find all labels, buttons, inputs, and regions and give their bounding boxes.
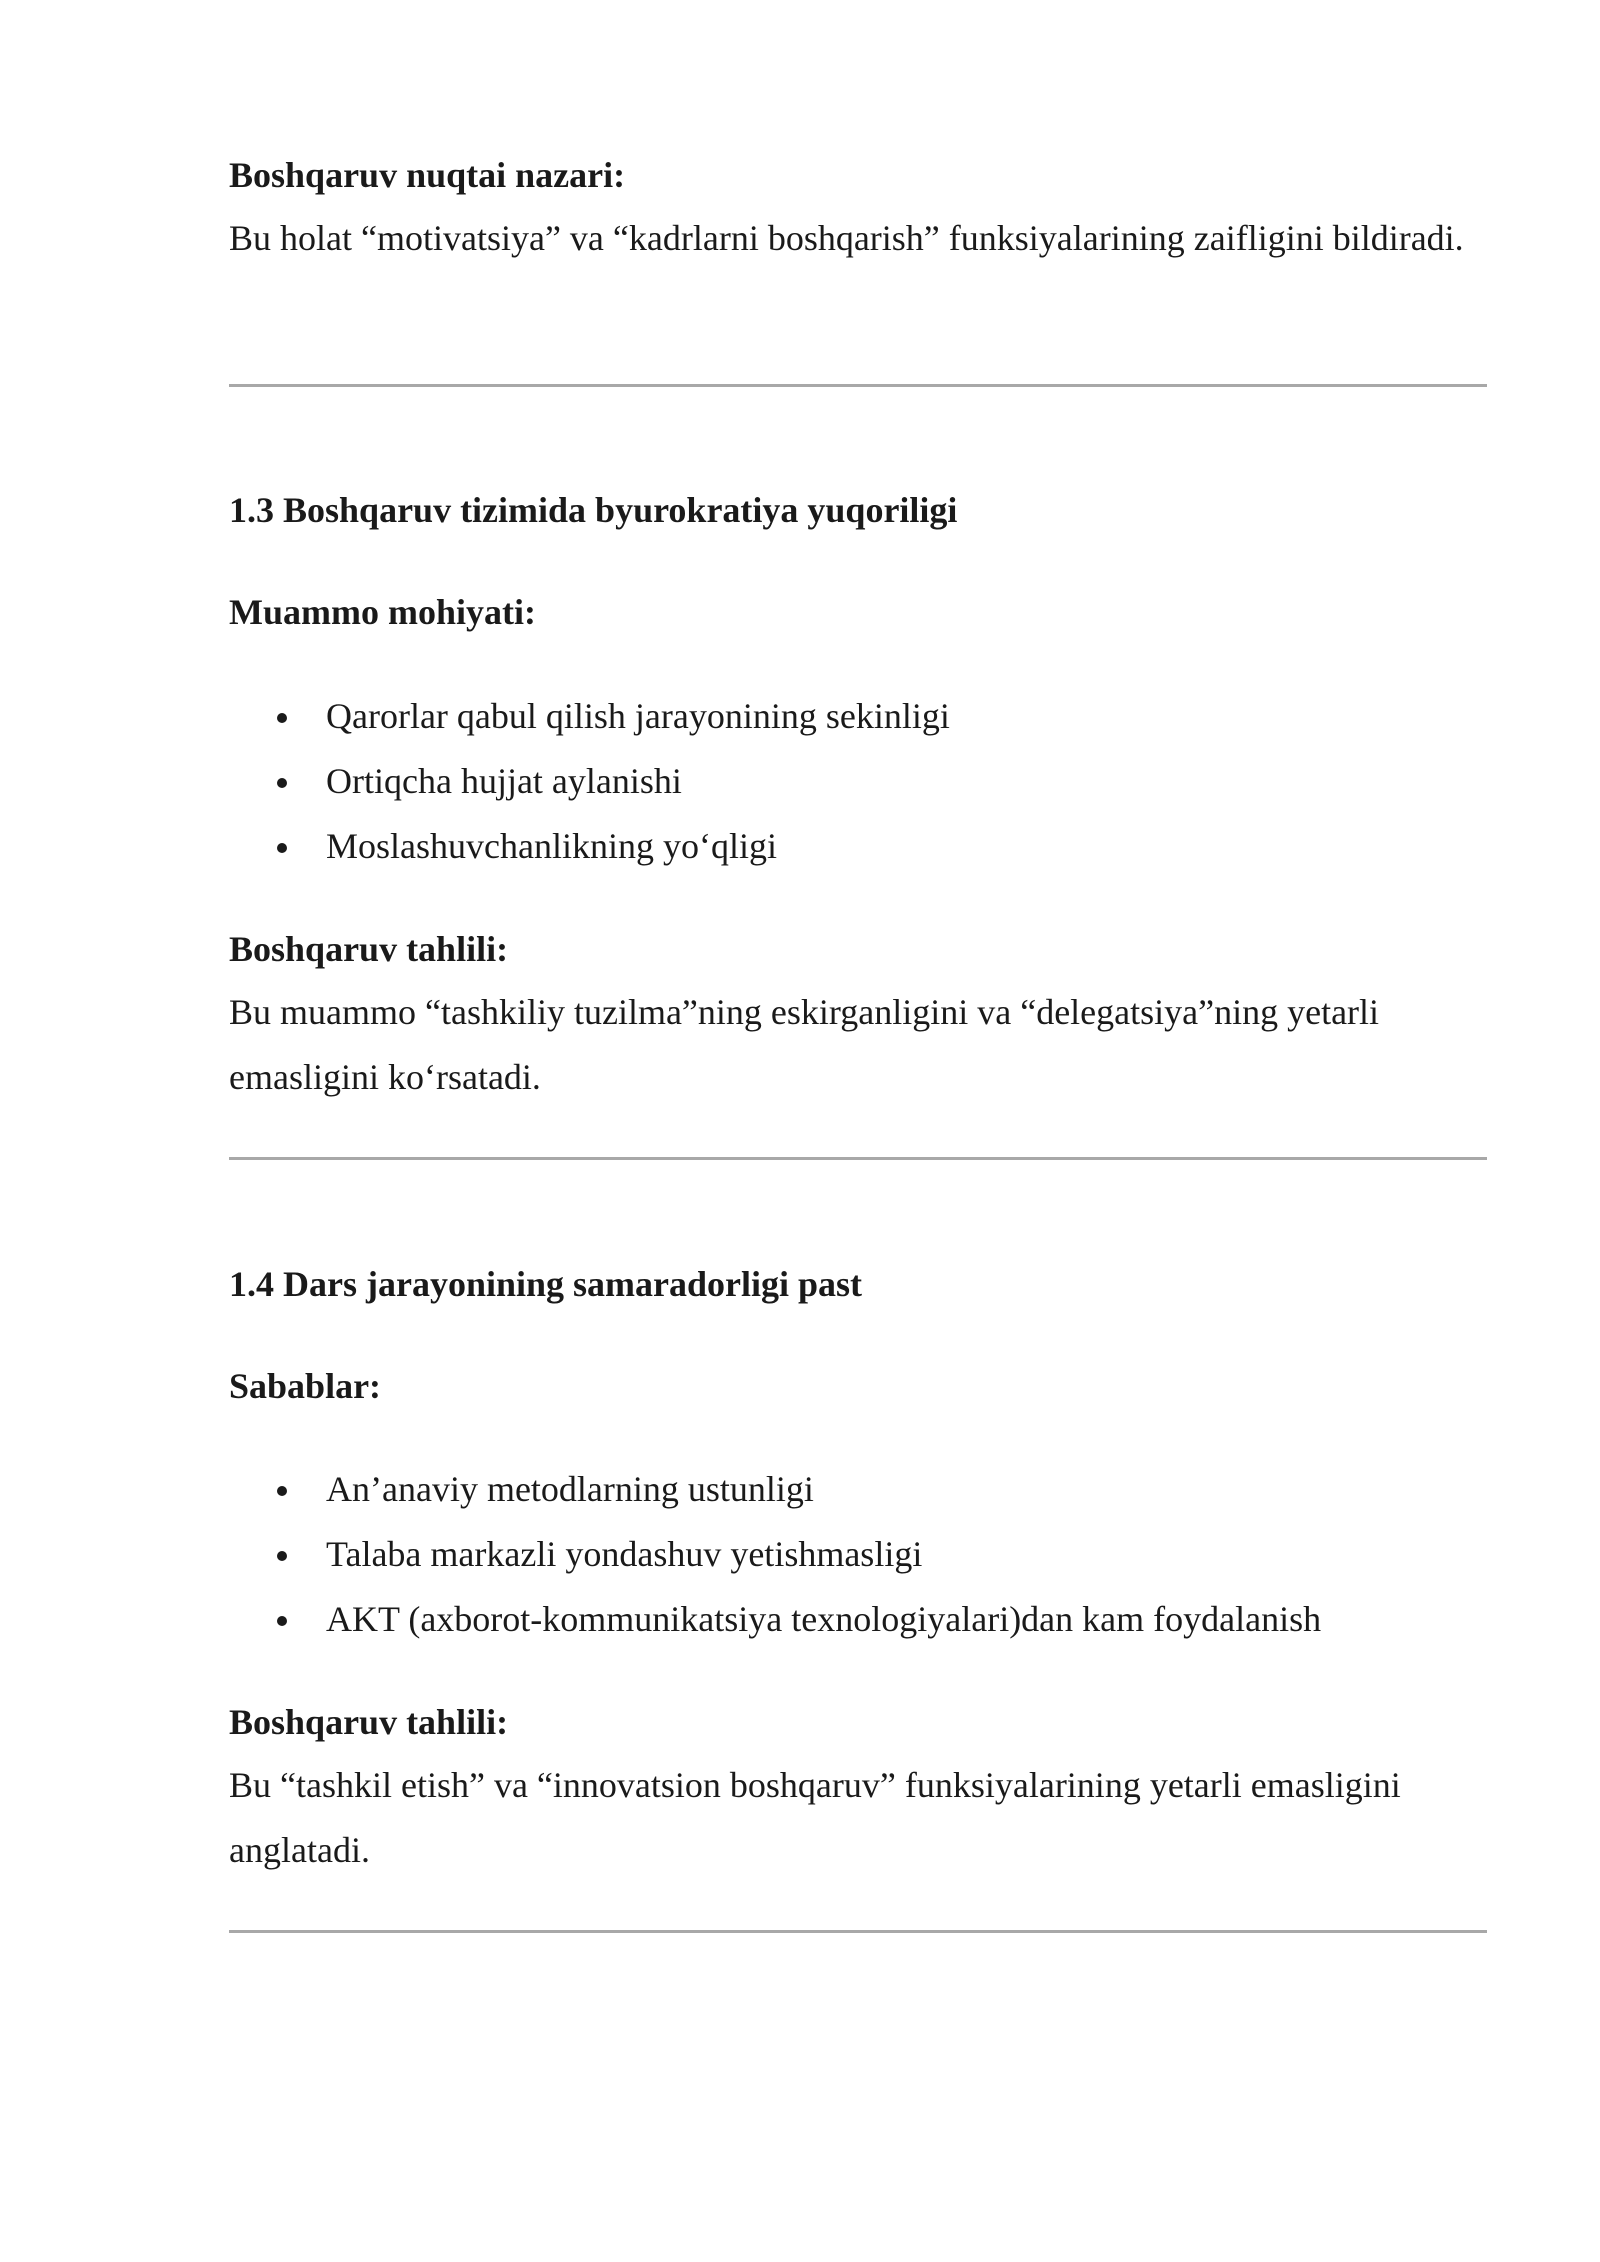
section-1-4-causes-list	[229, 1457, 1487, 1652]
bullet-icon	[277, 1486, 287, 1496]
section-1-4-analysis-label: Boshqaruv tahlili:	[229, 1702, 509, 1742]
section-divider	[229, 1157, 1487, 1160]
section-1-3-problem-label: Muammo mohiyati:	[229, 592, 536, 632]
section-1-3-title: 1.3 Boshqaruv tizimida byurokratiya yuqoriligi	[229, 490, 958, 530]
list-item: An’anaviy metodlarning ustunligi	[229, 1457, 1487, 1522]
bullet-icon	[277, 1551, 287, 1561]
list-item: AKT (axborot-kommunikatsiya texnologiyalari)dan kam foydalanish	[229, 1587, 1487, 1652]
section-1-3-problem-list	[229, 684, 1487, 879]
bullet-icon	[277, 843, 287, 853]
list-item: Talaba markazli yondashuv yetishmasligi	[229, 1522, 1487, 1587]
section-divider	[229, 384, 1487, 387]
section-1-3-analysis-text: Bu muammo “tashkiliy tuzilma”ning eskirganligini va “delegatsiya”ning yetarli emasligini ko‘rsatadi.	[229, 992, 1380, 1097]
bullet-icon	[277, 1616, 287, 1626]
section-1-4-title: 1.4 Dars jarayonining samaradorligi past	[229, 1264, 863, 1304]
list-item: Ortiqcha hujjat aylanishi	[229, 749, 1487, 814]
section-1-4-analysis-text: Bu “tashkil etish” va “innovatsion boshqaruv” funksiyalarining yetarli emasligini anglatadi.	[229, 1765, 1401, 1870]
section-1-4-causes-label: Sabablar:	[229, 1366, 382, 1406]
bullet-icon	[277, 778, 287, 788]
management-viewpoint-text: Bu holat “motivatsiya” va “kadrlarni boshqarish” funksiyalarining zaifligini bildiradi.	[229, 218, 1464, 258]
list-item: Moslashuvchanlikning yo‘qligi	[229, 814, 1487, 879]
section-divider	[229, 1930, 1487, 1933]
bullet-icon	[277, 713, 287, 723]
section-1-3-analysis-label: Boshqaruv tahlili:	[229, 929, 509, 969]
management-viewpoint-label: Boshqaruv nuqtai nazari:	[229, 155, 626, 195]
list-item: Qarorlar qabul qilish jarayonining sekinligi	[229, 684, 1487, 749]
